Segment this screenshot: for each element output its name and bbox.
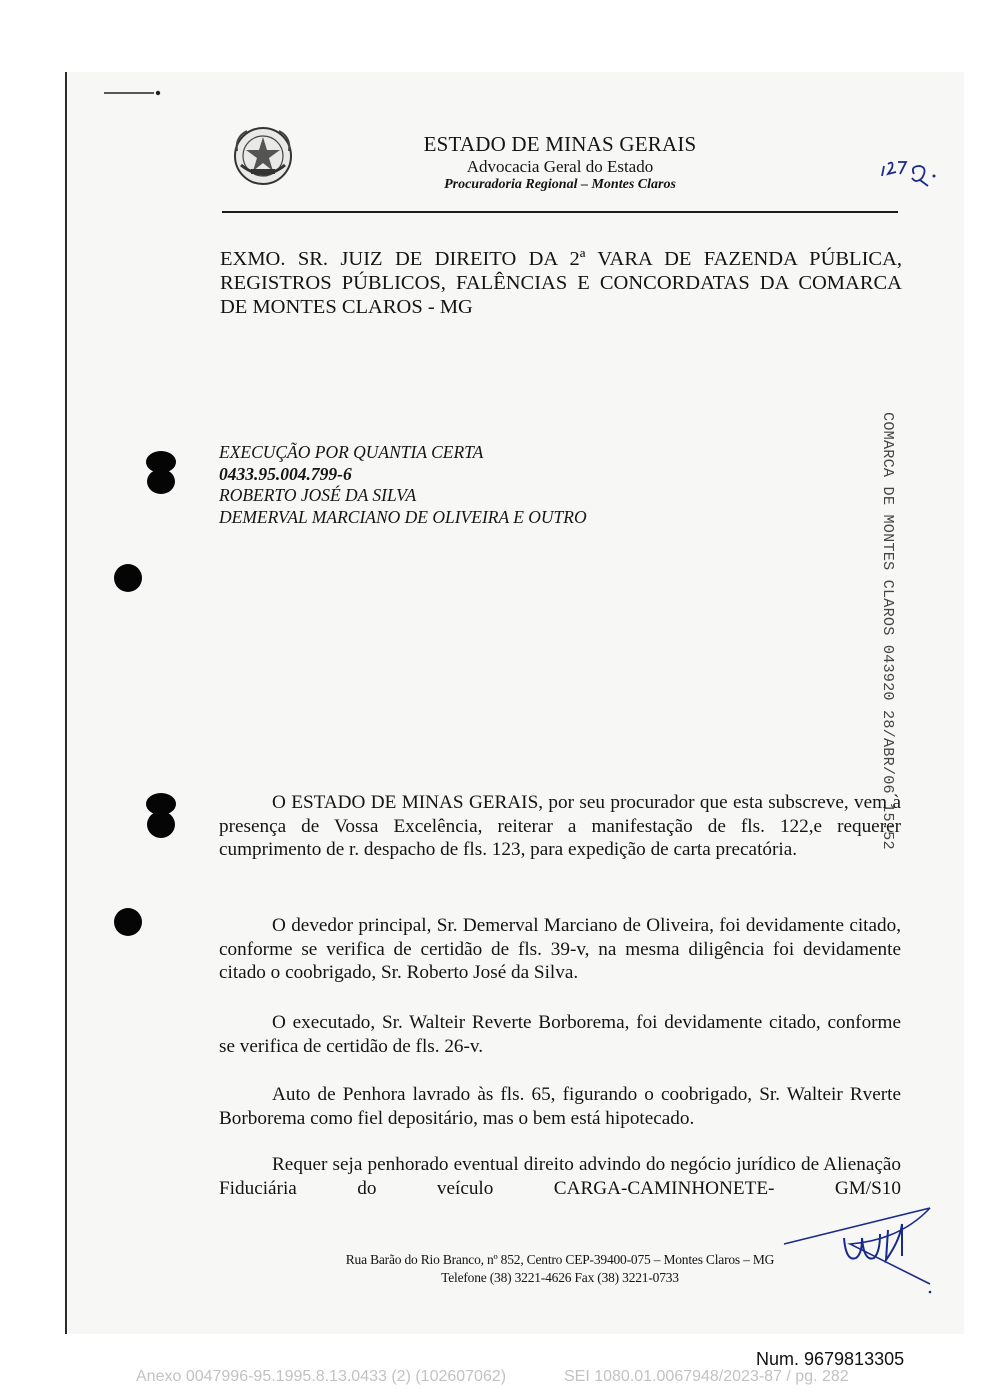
filing-stamp bbox=[874, 412, 898, 850]
corner-pen-mark bbox=[104, 90, 162, 96]
scan-edge-line bbox=[65, 72, 67, 1334]
footer-phone: Telefone (38) 3221-4626 Fax (38) 3221-0733 bbox=[441, 1270, 679, 1285]
body-paragraph-2: O devedor principal, Sr. Demerval Marciano de Oliveira, foi devidamente citado, conforme se verifica de certidão de fls. 39-v, na mesma diligência foi devidamente citado o coobrigado, Sr. Roberto José da Silva. bbox=[219, 915, 901, 983]
addressee-heading: EXMO. SR. JUIZ DE DIREITO DA 2ª VARA DE FAZENDA PÚBLICA, REGISTROS PÚBLICOS, FALÊNCIAS E CONCORDATAS DA COMARCA DE MONTES CLAROS - MG bbox=[220, 248, 902, 318]
handwritten-signature bbox=[780, 1200, 945, 1300]
letterhead-rule bbox=[222, 211, 898, 213]
case-party-2: DEMERVAL MARCIANO DE OLIVEIRA E OUTRO bbox=[219, 506, 587, 527]
body-paragraph-1: O ESTADO DE MINAS GERAIS, por seu procurador que esta subscreve, vem à presença de Vossa Excelência, reiterar a manifestação de fls. 122,e requerer cumprimento de r. despacho de fls. 123, para expedição de carta precatória. bbox=[219, 792, 901, 860]
sei-process-reference: SEI 1080.01.0067948/2023-87 / pg. 282 bbox=[564, 1368, 849, 1385]
case-block bbox=[219, 442, 587, 528]
case-party-1: ROBERTO JOSÉ DA SILVA bbox=[219, 485, 417, 505]
handwritten-page-number bbox=[876, 152, 942, 192]
letterhead-office: Procuradoria Regional – Montes Claros bbox=[444, 177, 676, 192]
body-paragraph-5: Requer seja penhorado eventual direito advindo do negócio jurídico de Alienação Fiduciária do veículo CARGA-CAMINHONETE- GM/S10 bbox=[219, 1154, 901, 1199]
filing-stamp-text: COMARCA DE MONTES CLAROS 043920 28/ABR/06 15:52 bbox=[879, 412, 897, 850]
body-paragraph-4: Auto de Penhora lavrado às fls. 65, figurando o coobrigado, Sr. Walteir Rverte Borborema como fiel depositário, mas o bem está hipotecado. bbox=[219, 1084, 901, 1129]
body-paragraph-3: O executado, Sr. Walteir Reverte Borborema, foi devidamente citado, conforme se verifica de certidão de fls. 26-v. bbox=[219, 1012, 901, 1057]
case-type: EXECUÇÃO POR QUANTIA CERTA bbox=[219, 442, 484, 462]
sei-annex-reference: Anexo 0047996-95.1995.8.13.0433 (2) (102607062) bbox=[136, 1368, 507, 1385]
letterhead-state: ESTADO DE MINAS GERAIS bbox=[423, 132, 697, 156]
case-number: 0433.95.004.799-6 bbox=[219, 463, 352, 484]
state-seal-logo bbox=[231, 125, 295, 187]
letterhead-agency: Advocacia Geral do Estado bbox=[466, 157, 654, 176]
footer-address: Rua Barão do Rio Branco, nº 852, Centro CEP-39400-075 – Montes Claros – MG bbox=[345, 1252, 775, 1267]
document-number: Num. 9679813305 bbox=[756, 1349, 905, 1369]
